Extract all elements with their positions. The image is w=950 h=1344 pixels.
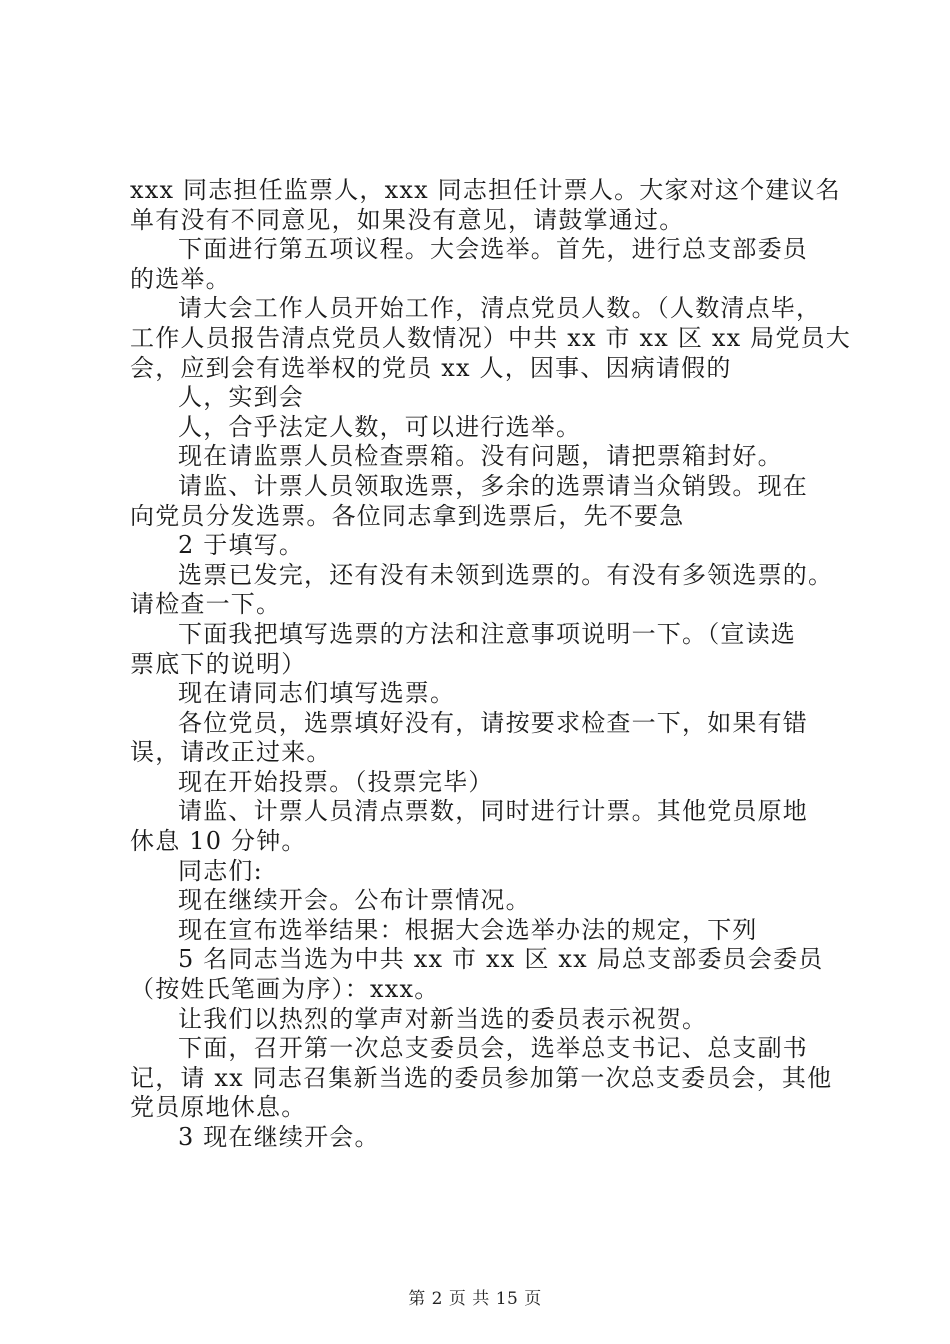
text-line: 现在继续开会。公布计票情况。 <box>178 886 531 915</box>
text-line: 同志们: <box>178 856 263 885</box>
text-line: 记，请 xx 同志召集新当选的委员参加第一次总支委员会，其他 <box>130 1063 833 1092</box>
text-line: 现在请同志们填写选票。 <box>178 679 456 708</box>
text-line: 向党员分发选票。各位同志拿到选票后，先不要急 <box>130 501 685 530</box>
text-line: 会，应到会有选举权的党员 xx 人，因事、因病请假的 <box>130 353 732 382</box>
text-line: 休息 10 分钟。 <box>130 827 307 856</box>
text-line: 人，合乎法定人数，可以进行选举。 <box>178 412 582 441</box>
text-line: 请检查一下。 <box>130 590 282 619</box>
text-line: 人，实到会 <box>178 383 304 412</box>
text-line: 现在宣布选举结果：根据大会选举办法的规定，下列 <box>178 915 758 944</box>
text-line: 现在请监票人员检查票箱。没有问题，请把票箱封好。 <box>178 442 783 471</box>
text-line: 下面，召开第一次总支委员会，选举总支书记、总支副书 <box>178 1034 808 1063</box>
text-line: 2 于填写。 <box>178 531 305 560</box>
text-line: 请监、计票人员清点票数，同时进行计票。其他党员原地 <box>178 797 808 826</box>
text-line: 的选举。 <box>130 264 231 293</box>
text-line: 现在开始投票。（投票完毕） <box>178 767 494 796</box>
text-line: 选票已发完，还有没有未领到选票的。有没有多领选票的。 <box>178 560 834 589</box>
document-body <box>130 176 851 1153</box>
text-line: 单有没有不同意见，如果没有意见，请鼓掌通过。 <box>130 205 685 234</box>
text-line: 下面进行第五项议程。大会选举。首先，进行总支部委员 <box>178 235 808 264</box>
text-line: 让我们以热烈的掌声对新当选的委员表示祝贺。 <box>178 1004 708 1033</box>
page-footer: 第 2 页 共 15 页 <box>408 1289 542 1309</box>
text-line: 请大会工作人员开始工作，清点党员人数。（人数清点毕， <box>178 294 822 323</box>
text-line: 3 现在继续开会。 <box>178 1123 380 1151</box>
text-line: xxx 同志担任监票人，xxx 同志担任计票人。大家对这个建议名 <box>130 176 841 204</box>
text-line: 请监、计票人员领取选票，多余的选票请当众销毁。现在 <box>178 471 808 500</box>
text-line: 各位党员，选票填好没有，请按要求检查一下，如果有错 <box>178 708 808 737</box>
text-line: 工作人员报告清点党员人数情况）中共 xx 市 xx 区 xx 局党员大 <box>130 323 851 352</box>
text-line: 党员原地休息。 <box>130 1093 307 1122</box>
text-line: 5 名同志当选为中共 xx 市 xx 区 xx 局总支部委员会委员 <box>178 945 824 974</box>
text-line: 下面我把填写选票的方法和注意事项说明一下。（宣读选 <box>178 619 796 648</box>
text-line: 票底下的说明） <box>130 649 307 678</box>
text-line: （按姓氏笔画为序）：xxx。 <box>130 975 440 1004</box>
text-line: 误，请改正过来。 <box>130 738 332 767</box>
